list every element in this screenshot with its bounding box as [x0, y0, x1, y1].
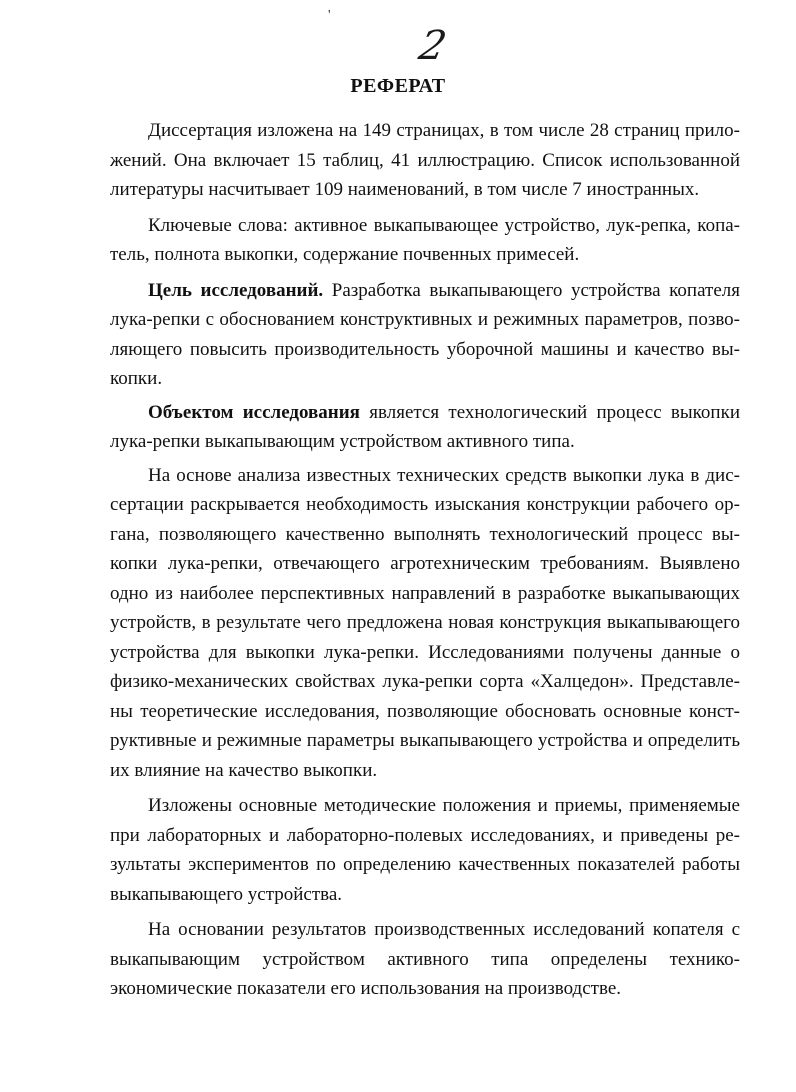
paragraph-goal	[110, 276, 740, 394]
paragraph-lead: Объектом исследования	[148, 401, 360, 423]
page-number: 2	[415, 23, 451, 69]
abstract-body	[110, 116, 740, 1010]
paragraph-text: На основании результатов производственных исследований копателя с выкапывающим устройством активного типа определены технико-экономические показатели его использования на производстве.	[110, 919, 740, 999]
paragraph-text: Изложены основные методические положения и приемы, применяемые при лабораторных и лабораторно-полевых исследованиях, и приведены результаты экспериментов по определению качественных показателей работы выкапывающего устройства.	[110, 795, 740, 905]
paragraph-volume	[110, 116, 740, 205]
paragraph-text: Диссертация изложена на 149 страницах, в том числе 28 страниц приложений. Она включает 15 таблиц, 41 иллюстрацию. Список использованной литературы насчитывает 109 наименований, в том числе 7 иностранных.	[110, 120, 740, 200]
paragraph-text: Ключевые слова: активное выкапывающее устройство, лук-репка, копатель, полнота выкопки, содержание почвенных примесей.	[110, 214, 740, 265]
paragraph-methods	[110, 791, 740, 909]
paragraph-lead: Цель исследований.	[148, 279, 324, 301]
scan-mark: '	[328, 8, 331, 23]
page-title: РЕФЕРАТ	[350, 75, 446, 97]
paragraph-keywords	[110, 211, 740, 270]
paragraph-analysis	[110, 461, 740, 786]
paragraph-text: На основе анализа известных технических средств выкопки лука в диссертации раскрывается необходимость изыскания конструкции рабочего органа, позволяющего качественно выполнять технологический процесс выкопки лука-репки, отвечающего агротехническим требованиям. Выявлено одно из наиболее перспективных направлений в разработке выкапывающих устройств, в результате чего предложена новая конструкция выкапывающего устройства для выкопки лука-репки. Исследованиями получены данные о физико-механических свойствах лука-репки сорта «Халцедон». Представлены теоретические исследования, позволяющие обосновать основные конструктивные и режимные параметры выкапывающего устройства и определить их влияние на качество выкопки.	[110, 464, 740, 781]
paragraph-object	[110, 398, 740, 457]
paragraph-results	[110, 915, 740, 1004]
paragraph-text: Разработка выкапывающего устройства копателя лука-репки с обоснованием конструктивных и режимных параметров, позволяющего повысить производительность уборочной машины и качество выкопки.	[110, 279, 740, 389]
paragraph-text: является технологический процесс выкопки лука-репки выкапывающим устройством активного типа.	[110, 401, 741, 452]
